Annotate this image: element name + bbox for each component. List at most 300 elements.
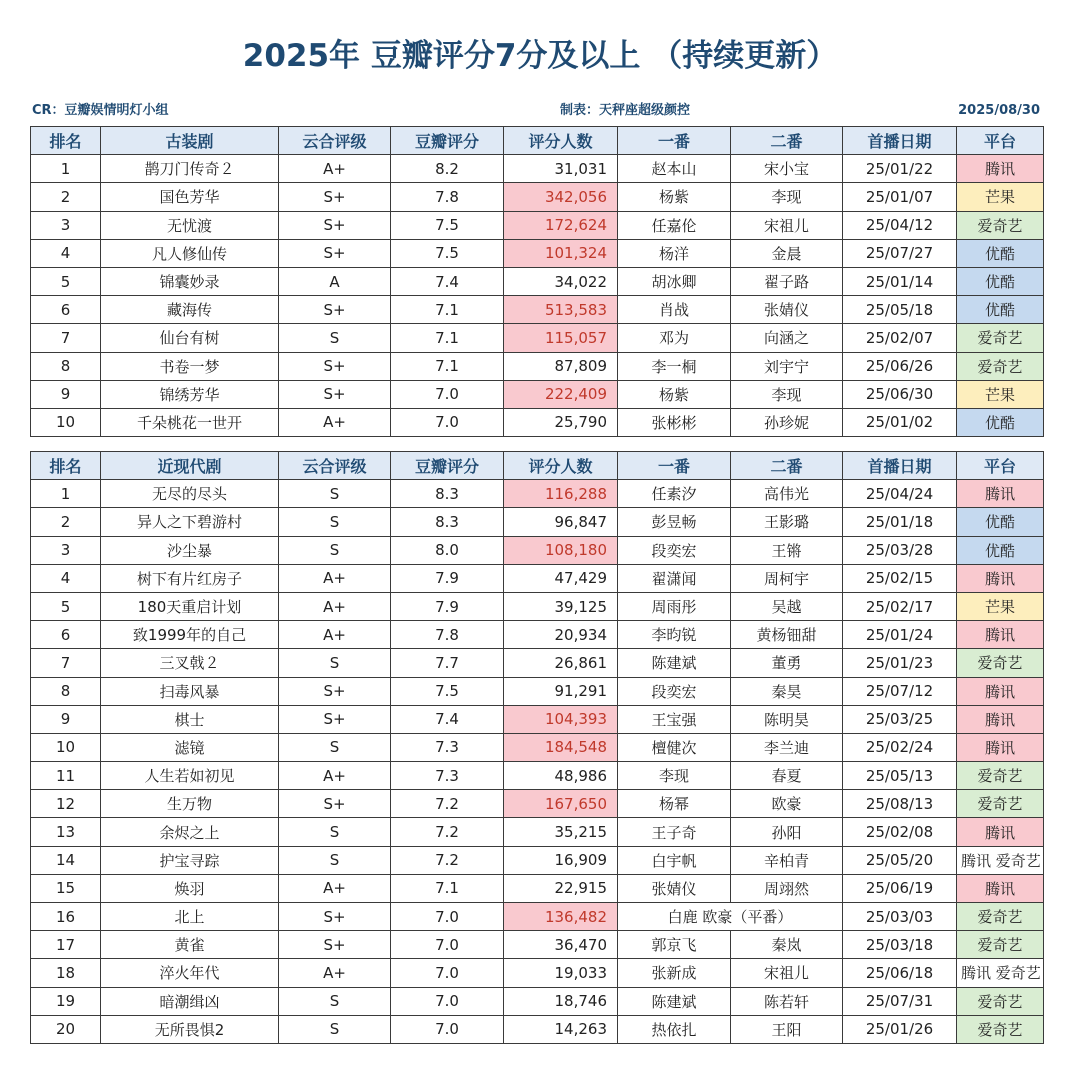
date-cell: 25/06/26 (843, 352, 957, 380)
votes-cell: 36,470 (504, 931, 618, 959)
platform-cell: 优酷 (957, 408, 1044, 436)
title-cell: 棋士 (101, 705, 279, 733)
lead2-cell: 周翊然 (731, 874, 843, 902)
date-cell: 25/02/17 (843, 592, 957, 620)
platform-cell: 爱奇艺 (957, 987, 1044, 1015)
header-score: 豆瓣评分 (391, 452, 504, 480)
table-row (31, 987, 1044, 1015)
date-cell: 25/02/08 (843, 818, 957, 846)
lead1-cell: 李现 (618, 762, 731, 790)
grade-cell: A+ (279, 592, 391, 620)
table-row (31, 846, 1044, 874)
score-cell: 7.0 (391, 408, 504, 436)
score-cell: 7.5 (391, 677, 504, 705)
table-row (31, 790, 1044, 818)
platform-cell: 腾讯 (957, 874, 1044, 902)
platform-cell: 爱奇艺 (957, 903, 1044, 931)
lead1-cell: 邓为 (618, 324, 731, 352)
lead1-cell: 陈建斌 (618, 987, 731, 1015)
lead2-cell: 宋祖儿 (731, 959, 843, 987)
date-cell: 25/01/22 (843, 155, 957, 183)
date-cell: 25/05/18 (843, 296, 957, 324)
credit-text: CR：豆瓣娱情明灯小组 (32, 103, 169, 118)
rank-cell: 4 (31, 564, 101, 592)
lead1-cell: 段奕宏 (618, 536, 731, 564)
platform-cell: 腾讯 (957, 621, 1044, 649)
votes-cell: 87,809 (504, 352, 618, 380)
rank-cell: 8 (31, 352, 101, 380)
rank-cell: 13 (31, 818, 101, 846)
rank-cell: 16 (31, 903, 101, 931)
modern-drama-table (30, 451, 1044, 1044)
votes-cell: 96,847 (504, 508, 618, 536)
date-cell: 25/01/24 (843, 621, 957, 649)
date-cell: 25/02/15 (843, 564, 957, 592)
header-rank: 排名 (31, 127, 101, 155)
platform-cell: 腾讯 (957, 705, 1044, 733)
score-cell: 7.8 (391, 183, 504, 211)
votes-cell: 18,746 (504, 987, 618, 1015)
rank-cell: 15 (31, 874, 101, 902)
table-row (31, 903, 1044, 931)
rank-cell: 1 (31, 480, 101, 508)
table-row (31, 705, 1044, 733)
votes-cell: 25,790 (504, 408, 618, 436)
title-cell: 异人之下碧游村 (101, 508, 279, 536)
lead1-cell: 热依扎 (618, 1015, 731, 1043)
score-cell: 7.8 (391, 621, 504, 649)
votes-cell: 47,429 (504, 564, 618, 592)
table-row (31, 1015, 1044, 1043)
grade-cell: S+ (279, 931, 391, 959)
platform-cell: 腾讯 (957, 733, 1044, 761)
platform-cell: 腾讯 (957, 564, 1044, 592)
score-cell: 7.5 (391, 239, 504, 267)
platform-cell: 爱奇艺 (957, 790, 1044, 818)
table-row (31, 239, 1044, 267)
table-row (31, 508, 1044, 536)
lead1-cell: 张婧仪 (618, 874, 731, 902)
grade-cell: A+ (279, 408, 391, 436)
table-row (31, 874, 1044, 902)
lead2-cell: 王锵 (731, 536, 843, 564)
score-cell: 7.4 (391, 267, 504, 295)
table-row (31, 480, 1044, 508)
platform-cell: 爱奇艺 (957, 1015, 1044, 1043)
lead2-cell: 黄杨钿甜 (731, 621, 843, 649)
header-lead2: 二番 (731, 452, 843, 480)
date-cell: 25/03/03 (843, 903, 957, 931)
lead2-cell: 欧豪 (731, 790, 843, 818)
date-cell: 25/04/12 (843, 211, 957, 239)
lead2-cell: 秦昊 (731, 677, 843, 705)
platform-cell: 优酷 (957, 239, 1044, 267)
rank-cell: 10 (31, 408, 101, 436)
grade-cell: S (279, 733, 391, 761)
score-cell: 8.3 (391, 508, 504, 536)
rank-cell: 9 (31, 705, 101, 733)
table-row (31, 267, 1044, 295)
score-cell: 7.0 (391, 987, 504, 1015)
page-title: 2025年 豆瓣评分7分及以上 （持续更新） (242, 38, 838, 74)
grade-cell: S (279, 508, 391, 536)
table-row (31, 592, 1044, 620)
grade-cell: S (279, 846, 391, 874)
lead1-cell: 王子奇 (618, 818, 731, 846)
date-cell: 25/07/31 (843, 987, 957, 1015)
score-cell: 7.1 (391, 324, 504, 352)
table-row (31, 324, 1044, 352)
grade-cell: S+ (279, 903, 391, 931)
votes-cell: 513,583 (504, 296, 618, 324)
votes-cell: 342,056 (504, 183, 618, 211)
date-cell: 25/08/13 (843, 790, 957, 818)
grade-cell: S+ (279, 705, 391, 733)
date-cell: 25/05/20 (843, 846, 957, 874)
score-cell: 7.4 (391, 705, 504, 733)
lead1-cell: 张新成 (618, 959, 731, 987)
grade-cell: A+ (279, 874, 391, 902)
lead2-cell: 宋祖儿 (731, 211, 843, 239)
date-cell: 25/01/07 (843, 183, 957, 211)
date-cell: 25/04/24 (843, 480, 957, 508)
score-cell: 7.1 (391, 874, 504, 902)
table-body (31, 155, 1044, 437)
header-platform: 平台 (957, 127, 1044, 155)
rank-cell: 19 (31, 987, 101, 1015)
table-row (31, 959, 1044, 987)
votes-cell: 39,125 (504, 592, 618, 620)
table-row (31, 211, 1044, 239)
title-cell: 无忧渡 (101, 211, 279, 239)
lead1-cell: 肖战 (618, 296, 731, 324)
score-cell: 7.2 (391, 846, 504, 874)
lead1-cell: 白宇帆 (618, 846, 731, 874)
platform-cell: 腾讯 (957, 677, 1044, 705)
table-row (31, 408, 1044, 436)
lead1-cell: 周雨彤 (618, 592, 731, 620)
lead2-cell: 春夏 (731, 762, 843, 790)
score-cell: 7.0 (391, 959, 504, 987)
rank-cell: 11 (31, 762, 101, 790)
title-cell: 致1999年的自己 (101, 621, 279, 649)
lead1-cell: 赵本山 (618, 155, 731, 183)
title-cell: 书卷一梦 (101, 352, 279, 380)
rank-cell: 3 (31, 536, 101, 564)
rank-cell: 10 (31, 733, 101, 761)
lead2-cell: 李兰迪 (731, 733, 843, 761)
header-grade: 云合评级 (279, 127, 391, 155)
rank-cell: 6 (31, 621, 101, 649)
header-score: 豆瓣评分 (391, 127, 504, 155)
score-cell: 7.5 (391, 211, 504, 239)
lead2-cell: 向涵之 (731, 324, 843, 352)
table-row (31, 352, 1044, 380)
lead2-cell: 李现 (731, 183, 843, 211)
score-cell: 7.1 (391, 296, 504, 324)
title-cell: 树下有片红房子 (101, 564, 279, 592)
lead2-cell: 翟子路 (731, 267, 843, 295)
lead2-cell: 李现 (731, 380, 843, 408)
platform-cell: 芒果 (957, 380, 1044, 408)
lead1-cell: 陈建斌 (618, 649, 731, 677)
score-cell: 7.3 (391, 762, 504, 790)
grade-cell: S (279, 536, 391, 564)
rank-cell: 18 (31, 959, 101, 987)
lead2-cell: 王阳 (731, 1015, 843, 1043)
table-row (31, 536, 1044, 564)
header-grade: 云合评级 (279, 452, 391, 480)
title-cell: 淬火年代 (101, 959, 279, 987)
lead1-cell: 任素汐 (618, 480, 731, 508)
platform-cell: 芒果 (957, 592, 1044, 620)
rank-cell: 17 (31, 931, 101, 959)
lead2-cell: 陈明昊 (731, 705, 843, 733)
table-body (31, 480, 1044, 1044)
rank-cell: 9 (31, 380, 101, 408)
votes-cell: 184,548 (504, 733, 618, 761)
date-cell: 25/06/18 (843, 959, 957, 987)
title-cell: 生万物 (101, 790, 279, 818)
rank-cell: 8 (31, 677, 101, 705)
grade-cell: A+ (279, 959, 391, 987)
title-cell: 无尽的尽头 (101, 480, 279, 508)
lead1-cell: 彭昱畅 (618, 508, 731, 536)
date-cell: 25/01/14 (843, 267, 957, 295)
title-cell: 焕羽 (101, 874, 279, 902)
table-row (31, 380, 1044, 408)
lead1-cell: 王宝强 (618, 705, 731, 733)
title-cell: 三叉戟２ (101, 649, 279, 677)
header-date: 首播日期 (843, 127, 957, 155)
header-votes: 评分人数 (504, 452, 618, 480)
rank-cell: 3 (31, 211, 101, 239)
lead2-cell: 刘宇宁 (731, 352, 843, 380)
votes-cell: 116,288 (504, 480, 618, 508)
date-cell: 25/03/28 (843, 536, 957, 564)
lead2-cell: 吴越 (731, 592, 843, 620)
table-row (31, 296, 1044, 324)
lead1-cell: 段奕宏 (618, 677, 731, 705)
rank-cell: 2 (31, 183, 101, 211)
rank-cell: 5 (31, 267, 101, 295)
grade-cell: A+ (279, 564, 391, 592)
rank-cell: 20 (31, 1015, 101, 1043)
lead2-cell: 辛柏青 (731, 846, 843, 874)
maker-text: 制表：天秤座超级颜控 (560, 103, 691, 118)
date-cell: 25/02/24 (843, 733, 957, 761)
table-row (31, 564, 1044, 592)
table-header-row (31, 127, 1044, 155)
score-cell: 8.3 (391, 480, 504, 508)
lead1-cell: 翟潇闻 (618, 564, 731, 592)
grade-cell: S (279, 324, 391, 352)
rank-cell: 1 (31, 155, 101, 183)
votes-cell: 26,861 (504, 649, 618, 677)
platform-cell: 爱奇艺 (957, 211, 1044, 239)
date-cell: 25/06/30 (843, 380, 957, 408)
table-row (31, 762, 1044, 790)
lead1-cell: 李一桐 (618, 352, 731, 380)
rank-cell: 6 (31, 296, 101, 324)
score-cell: 7.0 (391, 903, 504, 931)
date-cell: 25/01/23 (843, 649, 957, 677)
date-cell: 25/07/12 (843, 677, 957, 705)
votes-cell: 108,180 (504, 536, 618, 564)
score-cell: 7.2 (391, 818, 504, 846)
table-row (31, 183, 1044, 211)
header-title: 近现代剧 (101, 452, 279, 480)
date-cell: 25/06/19 (843, 874, 957, 902)
rank-cell: 7 (31, 324, 101, 352)
title-cell: 余烬之上 (101, 818, 279, 846)
date-cell: 25/03/18 (843, 931, 957, 959)
title-cell: 滤镜 (101, 733, 279, 761)
grade-cell: A+ (279, 621, 391, 649)
lead2-cell: 孙阳 (731, 818, 843, 846)
platform-cell: 爱奇艺 (957, 324, 1044, 352)
score-cell: 7.9 (391, 564, 504, 592)
grade-cell: S (279, 480, 391, 508)
grade-cell: A+ (279, 155, 391, 183)
lead1-cell: 张彬彬 (618, 408, 731, 436)
title-cell: 千朵桃花一世开 (101, 408, 279, 436)
lead2-cell: 陈若轩 (731, 987, 843, 1015)
rank-cell: 5 (31, 592, 101, 620)
lead2-cell: 周柯宇 (731, 564, 843, 592)
rank-cell: 12 (31, 790, 101, 818)
votes-cell: 167,650 (504, 790, 618, 818)
score-cell: 7.1 (391, 352, 504, 380)
grade-cell: S+ (279, 677, 391, 705)
title-cell: 扫毒风暴 (101, 677, 279, 705)
lead2-cell: 秦岚 (731, 931, 843, 959)
grade-cell: S (279, 987, 391, 1015)
lead1-cell: 杨紫 (618, 380, 731, 408)
platform-cell: 优酷 (957, 536, 1044, 564)
table-row (31, 733, 1044, 761)
votes-cell: 19,033 (504, 959, 618, 987)
table-row (31, 621, 1044, 649)
votes-cell: 115,057 (504, 324, 618, 352)
lead1-cell: 杨幂 (618, 790, 731, 818)
grade-cell: S+ (279, 183, 391, 211)
title-cell: 沙尘暴 (101, 536, 279, 564)
score-cell: 7.0 (391, 380, 504, 408)
platform-cell: 芒果 (957, 183, 1044, 211)
table-row (31, 649, 1044, 677)
header-votes: 评分人数 (504, 127, 618, 155)
title-cell: 护宝寻踪 (101, 846, 279, 874)
votes-cell: 22,915 (504, 874, 618, 902)
platform-cell: 优酷 (957, 296, 1044, 324)
title-cell: 鹊刀门传奇２ (101, 155, 279, 183)
title-cell: 藏海传 (101, 296, 279, 324)
platform-cell: 腾讯 (957, 480, 1044, 508)
lead2-cell: 孙珍妮 (731, 408, 843, 436)
votes-cell: 136,482 (504, 903, 618, 931)
header-lead2: 二番 (731, 127, 843, 155)
title-cell: 人生若如初见 (101, 762, 279, 790)
score-cell: 7.9 (391, 592, 504, 620)
platform-cell: 优酷 (957, 508, 1044, 536)
lead2-cell: 宋小宝 (731, 155, 843, 183)
platform-cell: 爱奇艺 (957, 762, 1044, 790)
lead1-cell: 杨紫 (618, 183, 731, 211)
title-cell: 暗潮缉凶 (101, 987, 279, 1015)
rank-cell: 2 (31, 508, 101, 536)
title-cell: 北上 (101, 903, 279, 931)
title-cell: 黄雀 (101, 931, 279, 959)
grade-cell: A (279, 267, 391, 295)
platform-cell: 爱奇艺 (957, 649, 1044, 677)
header-title: 古装剧 (101, 127, 279, 155)
date-text: 2025/08/30 (958, 103, 1040, 118)
platform-cell: 腾讯 爱奇艺 (957, 846, 1044, 874)
votes-cell: 172,624 (504, 211, 618, 239)
lead1-cell: 杨洋 (618, 239, 731, 267)
score-cell: 8.0 (391, 536, 504, 564)
grade-cell: S (279, 818, 391, 846)
lead1-cell: 任嘉伦 (618, 211, 731, 239)
platform-cell: 爱奇艺 (957, 931, 1044, 959)
score-cell: 7.0 (391, 1015, 504, 1043)
grade-cell: S+ (279, 211, 391, 239)
date-cell: 25/07/27 (843, 239, 957, 267)
title-cell: 锦囊妙录 (101, 267, 279, 295)
score-cell: 8.2 (391, 155, 504, 183)
votes-cell: 48,986 (504, 762, 618, 790)
title-cell: 无所畏惧2 (101, 1015, 279, 1043)
lead2-cell: 董勇 (731, 649, 843, 677)
date-cell: 25/03/25 (843, 705, 957, 733)
header-rank: 排名 (31, 452, 101, 480)
votes-cell: 35,215 (504, 818, 618, 846)
date-cell: 25/02/07 (843, 324, 957, 352)
table-header-row (31, 452, 1044, 480)
platform-cell: 优酷 (957, 267, 1044, 295)
platform-cell: 腾讯 (957, 155, 1044, 183)
lead1-cell: 檀健次 (618, 733, 731, 761)
lead2-cell: 高伟光 (731, 480, 843, 508)
score-cell: 7.7 (391, 649, 504, 677)
lead1-cell: 胡冰卿 (618, 267, 731, 295)
rank-cell: 4 (31, 239, 101, 267)
table-row (31, 931, 1044, 959)
grade-cell: S+ (279, 352, 391, 380)
date-cell: 25/01/18 (843, 508, 957, 536)
lead1-cell: 白鹿 欧豪（平番） (618, 903, 843, 931)
table-row (31, 818, 1044, 846)
grade-cell: S+ (279, 296, 391, 324)
votes-cell: 20,934 (504, 621, 618, 649)
grade-cell: S (279, 1015, 391, 1043)
title-cell: 锦绣芳华 (101, 380, 279, 408)
table-row (31, 677, 1044, 705)
votes-cell: 14,263 (504, 1015, 618, 1043)
lead2-cell: 张婧仪 (731, 296, 843, 324)
title-cell: 仙台有树 (101, 324, 279, 352)
rank-cell: 14 (31, 846, 101, 874)
lead2-cell: 王影璐 (731, 508, 843, 536)
rank-cell: 7 (31, 649, 101, 677)
header-lead1: 一番 (618, 127, 731, 155)
platform-cell: 腾讯 爱奇艺 (957, 959, 1044, 987)
date-cell: 25/01/02 (843, 408, 957, 436)
grade-cell: S+ (279, 790, 391, 818)
score-cell: 7.3 (391, 733, 504, 761)
title-cell: 180天重启计划 (101, 592, 279, 620)
